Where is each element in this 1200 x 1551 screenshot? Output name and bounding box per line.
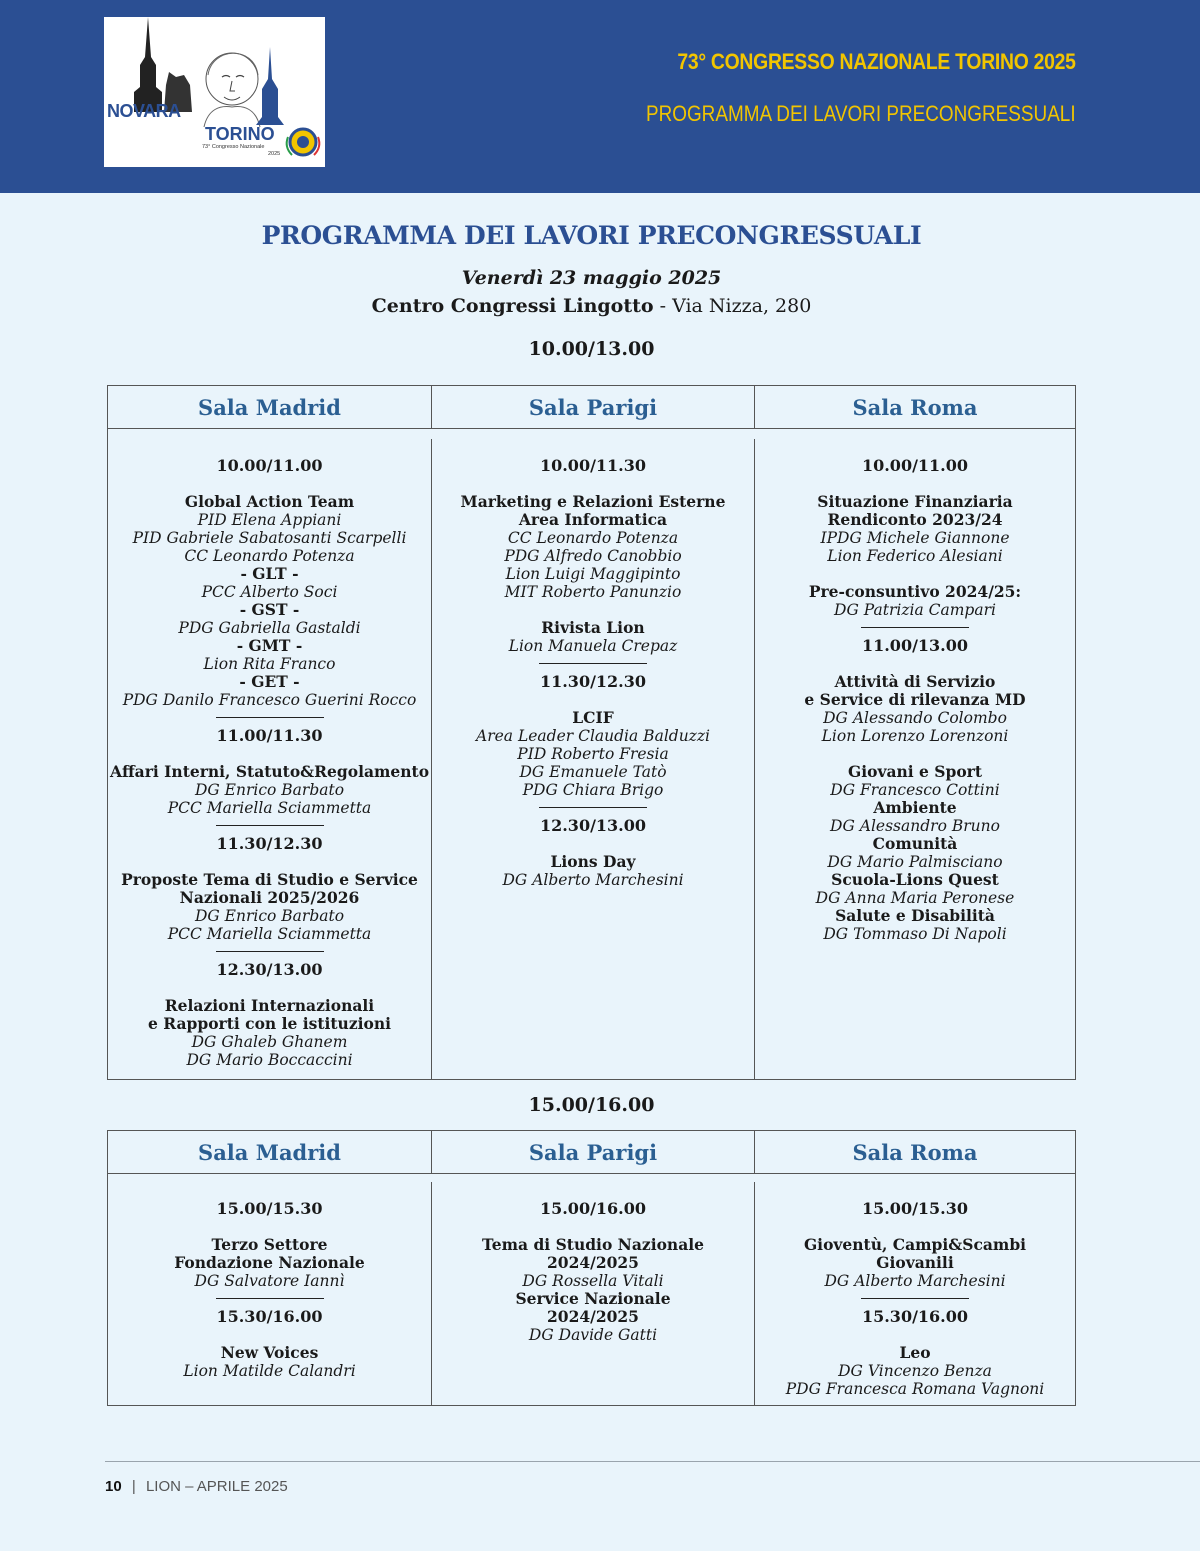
speaker-name: DG Patrizia Campari bbox=[834, 601, 996, 619]
topic-title: Fondazione Nazionale bbox=[174, 1252, 365, 1272]
topic-title: 2024/2025 bbox=[547, 1306, 639, 1326]
topic-title: Lions Day bbox=[550, 852, 636, 871]
speaker-name: PDG Danilo Francesco Guerini Rocco bbox=[122, 691, 417, 709]
topic-title: e Rapporti con le istituzioni bbox=[147, 1014, 392, 1033]
speaker-name: PCC Mariella Sciammetta bbox=[167, 925, 372, 943]
topic-title: Giovani e Sport bbox=[847, 762, 983, 781]
block-time: 15.30/16.00 bbox=[861, 1306, 969, 1326]
speaker-name: PDG Chiara Brigo bbox=[522, 781, 664, 799]
speaker-name: IPDG Michele Giannone bbox=[820, 529, 1010, 547]
speaker-name: PCC Alberto Soci bbox=[201, 583, 338, 601]
block-time: 11.30/12.30 bbox=[539, 672, 647, 691]
topic-title: 2024/2025 bbox=[547, 1252, 639, 1272]
speaker-name: PDG Alfredo Canobbio bbox=[504, 547, 682, 565]
speaker-name: DG Enrico Barbato bbox=[194, 781, 345, 799]
topic-title: LCIF bbox=[572, 708, 614, 727]
block-divider bbox=[216, 1298, 324, 1299]
venue-name: Centro Congressi Lingotto bbox=[371, 295, 654, 317]
congress-logo bbox=[104, 17, 325, 167]
speaker-name: CC Leonardo Potenza bbox=[184, 547, 355, 565]
schedule-table-afternoon bbox=[107, 1130, 1076, 1406]
footer-divider bbox=[105, 1461, 1200, 1462]
speaker-name: DG Anna Maria Peronese bbox=[815, 889, 1015, 907]
topic-title: Relazioni Internazionali bbox=[164, 996, 375, 1015]
topic-title: Situazione Finanziaria bbox=[817, 492, 1013, 511]
topic-title: - GMT - bbox=[236, 636, 303, 655]
topic-title: Pre-consuntivo 2024/25: bbox=[808, 582, 1022, 601]
logo-novara-text: NOVARA bbox=[107, 101, 181, 121]
block-divider bbox=[861, 627, 969, 628]
block-divider bbox=[861, 1298, 969, 1299]
block-time: 10.00/11.00 bbox=[861, 456, 969, 475]
logo-torino-text: TORINO bbox=[205, 124, 275, 144]
room-column bbox=[108, 439, 431, 1079]
speaker-name: DG Mario Boccaccini bbox=[186, 1051, 353, 1069]
speaker-name: DG Rossella Vitali bbox=[522, 1271, 664, 1290]
block-gap bbox=[755, 565, 1075, 583]
block-divider bbox=[539, 807, 647, 808]
speaker-name: PID Elena Appiani bbox=[197, 511, 342, 529]
header-band bbox=[0, 0, 1200, 193]
topic-title: Salute e Disabilità bbox=[835, 906, 995, 925]
speaker-name: Lion Matilde Calandri bbox=[183, 1361, 356, 1380]
speaker-name: DG Salvatore Iannì bbox=[194, 1271, 345, 1290]
speaker-name: PID Roberto Fresia bbox=[517, 745, 669, 763]
logo-year: 2025 bbox=[268, 151, 281, 157]
topic-title: Leo bbox=[899, 1342, 931, 1362]
header-title: 73° CONGRESSO NAZIONALE TORINO 2025 bbox=[677, 49, 1076, 74]
speaker-name: Lion Lorenzo Lorenzoni bbox=[821, 727, 1009, 745]
session-time-morning: 10.00/13.00 bbox=[528, 338, 655, 360]
room-column bbox=[431, 439, 754, 1079]
block-time: 11.30/12.30 bbox=[216, 834, 323, 853]
block-divider bbox=[539, 663, 647, 664]
topic-title: - GST - bbox=[239, 600, 300, 619]
block-time: 15.00/15.30 bbox=[861, 1198, 969, 1218]
topic-title: Comunità bbox=[872, 834, 958, 853]
room-header: Sala Parigi bbox=[431, 386, 754, 429]
page-title: PROGRAMMA DEI LAVORI PRECONGRESSUALI bbox=[261, 221, 922, 250]
block-time: 11.00/11.30 bbox=[216, 726, 323, 745]
speaker-name: Lion Rita Franco bbox=[203, 655, 336, 673]
block-time: 15.00/16.00 bbox=[539, 1198, 647, 1218]
topic-title: e Service di rilevanza MD bbox=[804, 690, 1026, 709]
topic-title: Area Informatica bbox=[518, 510, 668, 529]
speaker-name: DG Enrico Barbato bbox=[194, 907, 345, 925]
speaker-name: Lion Federico Alesiani bbox=[827, 547, 1003, 565]
topic-title: Marketing e Relazioni Esterne bbox=[460, 492, 726, 511]
topic-title: Nazionali 2025/2026 bbox=[179, 888, 360, 907]
speaker-name: CC Leonardo Potenza bbox=[507, 529, 679, 547]
room-column bbox=[754, 1182, 1075, 1406]
event-date: Venerdì 23 maggio 2025 bbox=[461, 267, 722, 289]
speaker-name: DG Alessando Colombo bbox=[823, 709, 1007, 727]
speaker-name: DG Mario Palmisciano bbox=[827, 853, 1003, 871]
topic-title: Ambiente bbox=[873, 798, 957, 817]
speaker-name: DG Ghaleb Ghanem bbox=[191, 1033, 348, 1051]
speaker-name: MIT Roberto Panunzio bbox=[504, 583, 682, 601]
topic-title: - GET - bbox=[239, 672, 300, 691]
topic-title: - GLT - bbox=[240, 564, 299, 583]
block-time: 10.00/11.00 bbox=[216, 456, 323, 475]
logo-caption: 73° Congresso Nazionale bbox=[202, 144, 265, 150]
topic-title: Terzo Settore bbox=[211, 1234, 328, 1254]
speaker-name: DG Davide Gatti bbox=[528, 1325, 658, 1344]
event-venue bbox=[0, 295, 1183, 317]
room-header: Sala Roma bbox=[754, 386, 1075, 429]
topic-title: Global Action Team bbox=[184, 492, 355, 511]
room-column bbox=[431, 1182, 754, 1406]
speaker-name: DG Vincenzo Benza bbox=[838, 1361, 992, 1380]
speaker-name: Lion Luigi Maggipinto bbox=[505, 565, 681, 583]
block-divider bbox=[216, 717, 324, 718]
topic-title: Proposte Tema di Studio e Service bbox=[121, 870, 418, 889]
room-header: Sala Madrid bbox=[108, 386, 431, 429]
page-footer bbox=[105, 1478, 288, 1495]
block-gap bbox=[755, 745, 1075, 763]
topic-title: Affari Interni, Statuto&Regolamento bbox=[109, 762, 430, 781]
footer-publication: LION – APRILE 2025 bbox=[145, 1478, 288, 1495]
speaker-name: Area Leader Claudia Balduzzi bbox=[476, 727, 710, 745]
topic-title: New Voices bbox=[220, 1342, 319, 1362]
topic-title: Service Nazionale bbox=[515, 1288, 671, 1308]
speaker-name: DG Alessandro Bruno bbox=[830, 817, 1000, 835]
topic-title: Attività di Servizio bbox=[834, 672, 996, 691]
page-number: 10 bbox=[105, 1478, 122, 1495]
block-divider bbox=[216, 951, 324, 952]
block-divider bbox=[216, 825, 324, 826]
session-time-afternoon: 15.00/16.00 bbox=[528, 1094, 655, 1116]
speaker-name: DG Alberto Marchesini bbox=[502, 871, 684, 889]
speaker-name: PDG Francesca Romana Vagnoni bbox=[785, 1379, 1045, 1398]
room-header: Sala Roma bbox=[754, 1131, 1075, 1174]
speaker-name: DG Francesco Cottini bbox=[830, 781, 1000, 799]
speaker-name: DG Emanuele Tatò bbox=[519, 763, 667, 781]
room-column bbox=[108, 1182, 431, 1406]
block-time: 15.00/15.30 bbox=[216, 1198, 323, 1218]
topic-title: Giovanili bbox=[876, 1252, 954, 1272]
block-time: 12.30/13.00 bbox=[539, 816, 647, 835]
block-gap bbox=[432, 601, 754, 619]
speaker-name: DG Alberto Marchesini bbox=[824, 1271, 1006, 1290]
speaker-name: PCC Mariella Sciammetta bbox=[167, 799, 372, 817]
topic-title: Rivista Lion bbox=[541, 618, 645, 637]
schedule-table-morning bbox=[107, 385, 1076, 1080]
speaker-name: PDG Gabriella Gastaldi bbox=[178, 619, 361, 637]
block-time: 15.30/16.00 bbox=[216, 1306, 323, 1326]
room-column bbox=[754, 439, 1075, 1079]
room-header: Sala Madrid bbox=[108, 1131, 431, 1174]
room-header: Sala Parigi bbox=[431, 1131, 754, 1174]
header-subtitle: PROGRAMMA DEI LAVORI PRECONGRESSUALI bbox=[646, 101, 1076, 126]
block-time: 11.00/13.00 bbox=[861, 636, 969, 655]
topic-title: Scuola-Lions Quest bbox=[831, 870, 999, 889]
topic-title: Tema di Studio Nazionale bbox=[482, 1234, 704, 1254]
speaker-name: DG Tommaso Di Napoli bbox=[823, 925, 1007, 943]
footer-separator: | bbox=[131, 1478, 136, 1495]
speaker-name: Lion Manuela Crepaz bbox=[508, 637, 678, 655]
speaker-name: PID Gabriele Sabatosanti Scarpelli bbox=[132, 529, 407, 547]
block-time: 12.30/13.00 bbox=[216, 960, 323, 979]
block-time: 10.00/11.30 bbox=[539, 456, 647, 475]
topic-title: Rendiconto 2023/24 bbox=[827, 510, 1003, 529]
topic-title: Gioventù, Campi&Scambi bbox=[803, 1234, 1027, 1254]
venue-address: - Via Nizza, 280 bbox=[653, 295, 812, 317]
